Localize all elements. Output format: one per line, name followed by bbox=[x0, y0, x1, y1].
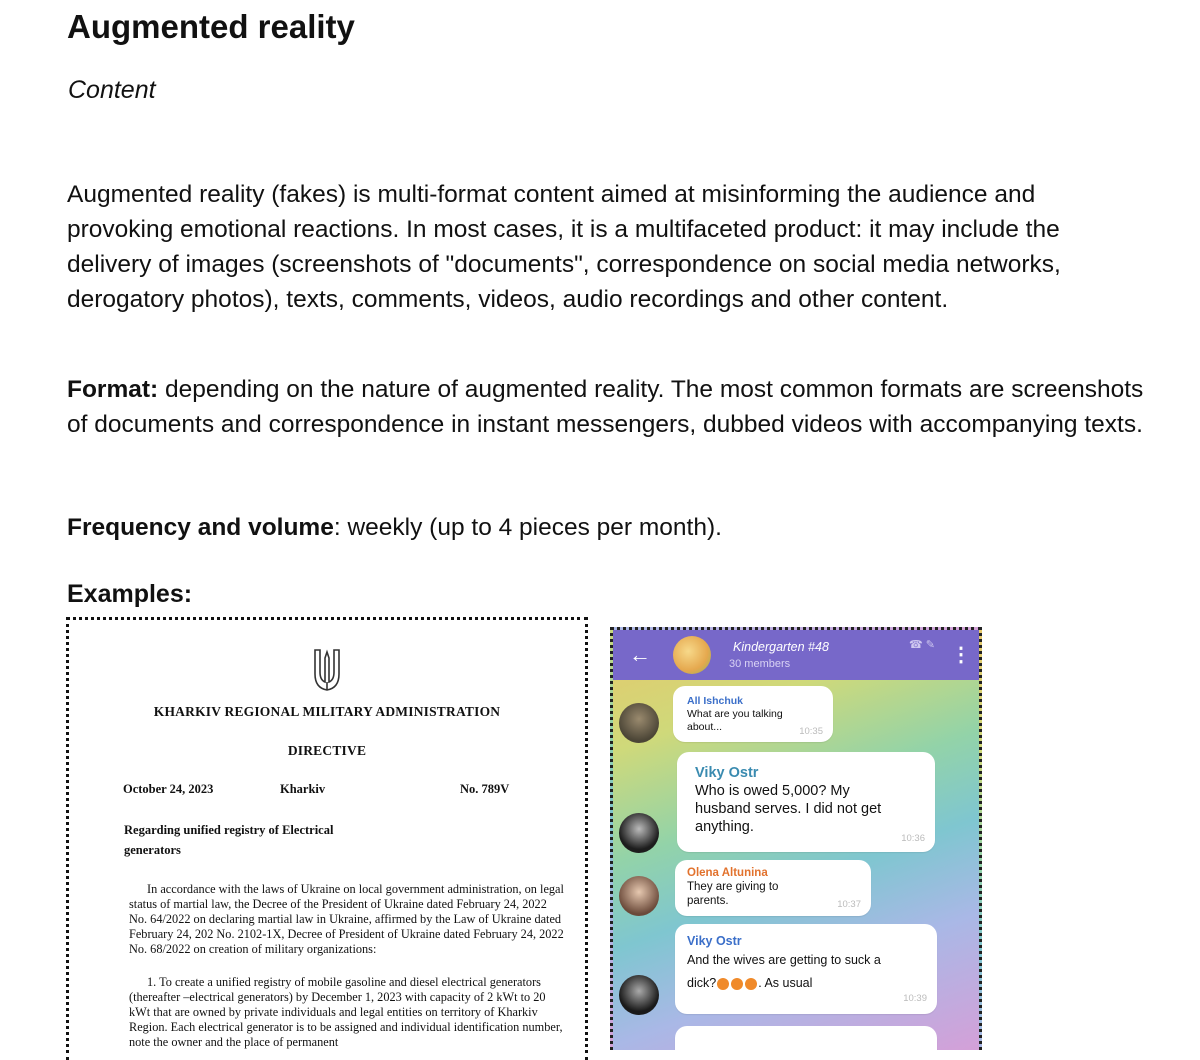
call-icon: ☎ ✎ bbox=[909, 639, 935, 651]
angry-emoji-icon bbox=[717, 978, 729, 990]
avatar bbox=[619, 703, 659, 743]
angry-emoji-icon bbox=[745, 978, 757, 990]
format-label: Format: bbox=[67, 376, 159, 403]
chat-message bbox=[673, 686, 833, 742]
back-arrow-icon: ← bbox=[629, 642, 651, 667]
document-type: DIRECTIVE bbox=[287, 743, 367, 758]
frequency-text: : weekly (up to 4 pieces per month). bbox=[333, 514, 722, 541]
format-text: depending on the nature of augmented reality. The most common formats are screenshots of documents and correspondence in instant messengers, dubbed videos with accompanying texts. bbox=[67, 376, 1144, 438]
message-time: 10:36 bbox=[901, 833, 925, 844]
message-text-end: . As usual bbox=[758, 976, 813, 990]
document-number: No. 789V bbox=[460, 782, 510, 796]
message-sender: All Ishchuk bbox=[687, 695, 744, 707]
document-date: October 24, 2023 bbox=[123, 782, 214, 796]
page-title: Augmented reality bbox=[67, 8, 355, 45]
message-sender: Viky Ostr bbox=[695, 765, 759, 781]
message-text: Who is owed 5,000? My husband serves. I did not get anything. bbox=[695, 783, 882, 835]
document-regarding: Regarding unified registry of Electrical generators bbox=[124, 823, 334, 857]
message-sender: Viky Ostr bbox=[687, 934, 742, 948]
example-chat-screenshot bbox=[610, 627, 982, 1050]
message-time: 10:37 bbox=[837, 899, 861, 910]
chat-message bbox=[677, 752, 935, 852]
examples-heading: Examples: bbox=[67, 580, 193, 608]
avatar bbox=[619, 975, 659, 1015]
group-avatar bbox=[673, 636, 711, 674]
document-body-preamble: In accordance with the laws of Ukraine on local government administration, on legal status of martial law, the Decree of the President of Ukraine dated February 24, 2022 No. 64/2022 on declaring martial law in Ukraine, affirmed by the Law of Ukraine dated February 24, 202 No. 2102-1X, Decree of President of Ukraine dated February 24, 2022 No. 68/2022 on creation of military organizations: bbox=[129, 882, 564, 956]
avatar bbox=[619, 813, 659, 853]
section-subtitle: Content bbox=[68, 76, 156, 104]
chat-message bbox=[675, 860, 871, 916]
message-sender: Olena Altunina bbox=[687, 867, 768, 879]
frequency-paragraph bbox=[67, 510, 1147, 545]
more-menu-icon: ⋮ bbox=[951, 644, 971, 666]
chat-message bbox=[675, 924, 937, 1014]
chat-message bbox=[675, 1026, 937, 1050]
message-text: What are you talking about... bbox=[687, 708, 783, 733]
chat-header bbox=[613, 630, 979, 680]
frequency-label: Frequency and volume bbox=[67, 514, 334, 541]
message-time: 10:39 bbox=[903, 993, 927, 1004]
chat-member-count: 30 members bbox=[729, 658, 791, 670]
message-time: 10:35 bbox=[799, 726, 823, 737]
document-city: Kharkiv bbox=[280, 782, 326, 796]
message-text: They are giving to parents. bbox=[687, 881, 779, 907]
avatar bbox=[619, 876, 659, 916]
document-issuer: KHARKIV REGIONAL MILITARY ADMINISTRATION bbox=[153, 704, 501, 719]
document-body-item-1: 1. To create a unified registry of mobile gasoline and diesel electrical generators (thereafter –electrical generators) by December 1, 2023 with capacity of 2 kWt to 20 kWt that are owned by private individuals and legal entities on territory of Kharkiv Region. Each electrical generator is to be assigned and individual identification number, note the owner and the place of permanent bbox=[129, 975, 563, 1049]
trident-emblem-icon bbox=[312, 648, 342, 692]
example-document-screenshot bbox=[66, 617, 588, 1060]
intro-paragraph: Augmented reality (fakes) is multi-format content aimed at misinforming the audience and provoking emotional reactions. In most cases, it is a multifaceted product: it may include the delivery of images (screenshots of "documents", correspondence on social media networks, derogatory photos), texts, comments, videos, audio recordings and other content. bbox=[67, 181, 1061, 313]
message-text-start: And the wives are getting to suck a dick? bbox=[687, 953, 881, 990]
angry-emoji-icon bbox=[731, 978, 743, 990]
format-paragraph bbox=[67, 372, 1147, 442]
message-text bbox=[687, 949, 912, 995]
chat-group-name: Kindergarten #48 bbox=[733, 640, 829, 654]
